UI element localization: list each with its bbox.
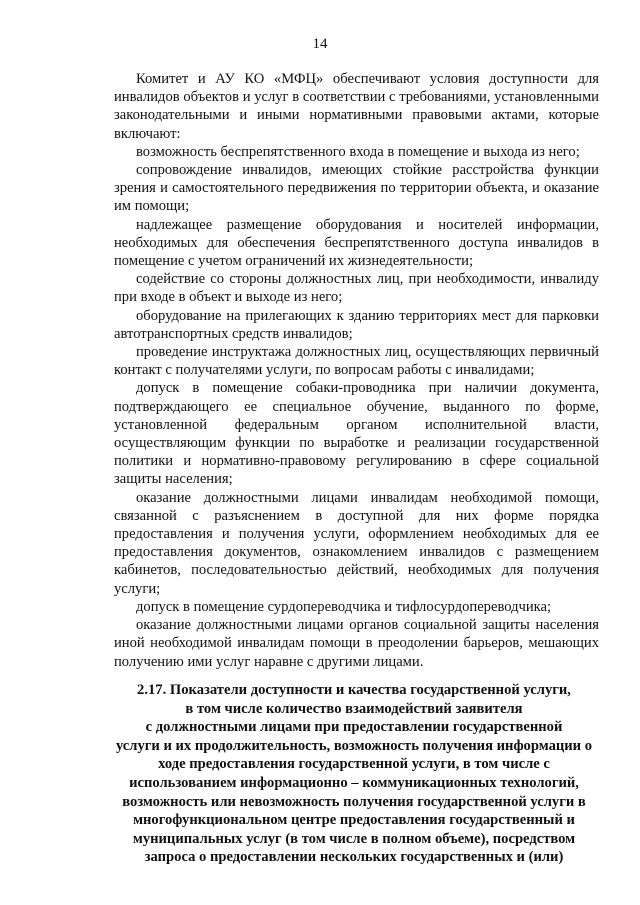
paragraph-equipment-placement: надлежащее размещение оборудования и носителей информации, необходимых для обеспечения беспрепятственного доступа инвалидов в помещение с учетом ограничений их жизнедеятельности; xyxy=(114,216,599,270)
paragraph-parking: оборудование на прилегающих к зданию территориях мест для парковки автотранспортных средств инвалидов; xyxy=(114,307,599,342)
paragraph-escort: сопровождение инвалидов, имеющих стойкие расстройства функции зрения и самостоятельного передвижения по территории объекта, и оказание им помощи; xyxy=(114,162,599,215)
paragraph-intro: Комитет и АУ КО «МФЦ» обеспечивают условия доступности для инвалидов объектов и услуг в соответствии с требованиями, установленными законодательными и иными нормативными правовыми актами, которые включают: xyxy=(114,71,599,142)
heading-line: запроса о предоставлении нескольких государственных и (или) xyxy=(144,849,564,866)
heading-line: в том числе количество взаимодействий заявителя xyxy=(185,700,523,717)
heading-line: возможность или невозможность получения государственной услуги в xyxy=(122,793,586,810)
paragraph-guide-dog: допуск в помещение собаки-проводника при наличии документа, подтверждающего ее специальное обучение, выданного по форме, установленной федеральным органом исполнительной власти, осуществляющим функции по выработке и реализации государственной политики и нормативно-правовому регулированию в сфере социальной защиты населения; xyxy=(114,380,599,488)
paragraph-entrance-exit: возможность беспрепятственного входа в помещение и выхода из него; xyxy=(136,143,580,160)
heading-line: многофункциональном центре предоставления государственный и xyxy=(133,812,575,829)
section-heading xyxy=(104,681,604,867)
page-number: 14 xyxy=(312,36,328,52)
heading-line: использованием информационно – коммуникационных технологий, xyxy=(129,774,579,791)
paragraph-sign-interpreter: допуск в помещение сурдопереводчика и тифлосурдопереводчика; xyxy=(136,598,552,615)
heading-line: ходе предоставления государственной услуги, в том числе с xyxy=(158,756,550,773)
paragraph-other-help: оказание должностными лицами органов социальной защиты населения иной необходимой инвалидам помощи в преодолении барьеров, мешающих получению ими услуг наравне с другими лицами. xyxy=(114,617,599,670)
body-text xyxy=(114,70,599,671)
heading-line: услуги и их продолжительность, возможность получения информации о xyxy=(115,737,593,754)
heading-line: 2.17. Показатели доступности и качества государственной услуги, xyxy=(137,682,571,698)
heading-line: с должностными лицами при предоставлении государственной xyxy=(145,719,563,736)
paragraph-staff-help: оказание должностными лицами инвалидам необходимой помощи, связанной с разъяснением в доступной для них форме порядка предоставления и получения услуги, оформлением необходимых для ее предоставления документов, ознакомлением инвалидов с размещением кабинетов, последовательностью действий, необходимых для получения услуги; xyxy=(114,489,599,597)
paragraph-assistance-entry: содействие со стороны должностных лиц, при необходимости, инвалиду при входе в объект и выходе из него; xyxy=(114,271,599,306)
paragraph-staff-briefing: проведение инструктажа должностных лиц, осуществляющих первичный контакт с получателями услуги, по вопросам работы с инвалидами; xyxy=(114,344,599,379)
heading-line: муниципальных услуг (в том числе в полном объеме), посредством xyxy=(132,830,576,847)
